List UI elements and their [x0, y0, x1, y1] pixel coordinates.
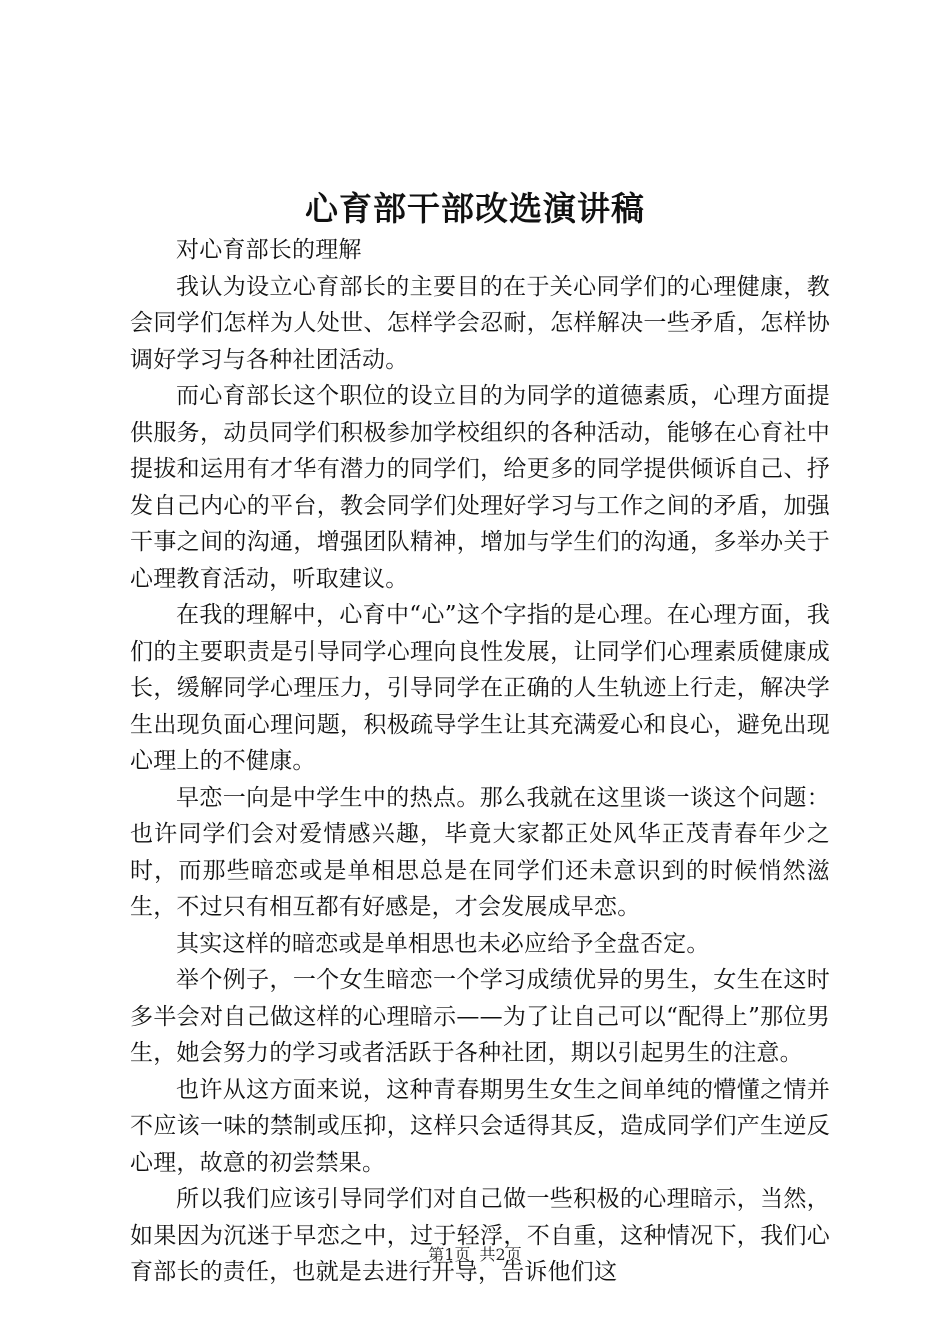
- paragraph: 我认为设立心育部长的主要目的在于关心同学们的心理健康，教会同学们怎样为人处世、怎样学会忍耐，怎样解决一些矛盾，怎样协调好学习与各种社团活动。: [130, 273, 830, 373]
- paragraph: 早恋一向是中学生中的热点。那么我就在这里谈一谈这个问题：也许同学们会对爱情感兴趣，毕竟大家都正处风华正茂青春年少之时，而那些暗恋或是单相思总是在同学们还未意识到的时候悄然滋生，不过只有相互都有好感是，才会发展成早恋。: [130, 784, 830, 920]
- paragraph: 而心育部长这个职位的设立目的为同学的道德素质，心理方面提供服务，动员同学们积极参加学校组织的各种活动，能够在心育社中提拔和运用有才华有潜力的同学们，给更多的同学提供倾诉自己、抒发自己内心的平台，教会同学们处理好学习与工作之间的矛盾，加强干事之间的沟通，增强团队精神，增加与学生们的沟通，多举办关于心理教育活动，听取建议。: [130, 383, 830, 592]
- paragraph: 其实这样的暗恋或是单相思也未必应给予全盘否定。: [176, 930, 710, 957]
- paragraph: 也许从这方面来说，这种青春期男生女生之间单纯的懵懂之情并不应该一味的禁制或压抑，这样只会适得其反，造成同学们产生逆反心理，故意的初尝禁果。: [130, 1076, 830, 1176]
- paragraph: 举个例子，一个女生暗恋一个学习成绩优异的男生，女生在这时多半会对自己做这样的心理暗示——为了让自己可以“配得上”那位男生，她会努力的学习或者活跃于各种社团，期以引起男生的注意。: [130, 967, 830, 1066]
- paragraph: 所以我们应该引导同学们对自己做一些积极的心理暗示，当然，如果因为沉迷于早恋之中，过于轻浮，不自重，这种情况下，我们心育部长的责任，也就是去进行开导，告诉他们这: [130, 1186, 830, 1285]
- paragraph-heading: 对心育部长的理解: [176, 237, 362, 263]
- paragraph: 在我的理解中，心育中“心”这个字指的是心理。在心理方面，我们的主要职责是引导同学心理向良性发展，让同学们心理素质健康成长，缓解同学心理压力，引导同学在正确的人生轨迹上行走，解决学生出现负面心理问题，积极疏导学生让其充满爱心和良心，避免出现心理上的不健康。: [130, 602, 830, 774]
- document-body: [130, 232, 830, 1291]
- document-title: 心育部干部改选演讲稿: [305, 189, 645, 228]
- page-footer: 第1页 共2页: [428, 1245, 522, 1264]
